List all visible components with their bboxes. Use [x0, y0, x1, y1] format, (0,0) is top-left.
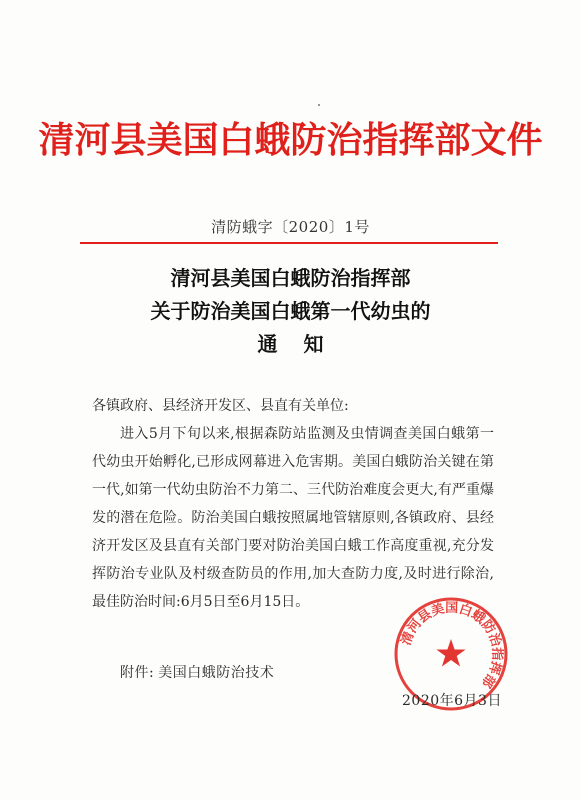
issue-date: 2020年6月3日	[402, 693, 502, 709]
attachment-value: 美国白蛾防治技术	[158, 665, 275, 681]
notice-title-line-1: 清河县美国白蛾防治指挥部	[170, 266, 411, 290]
notice-title-line-3: 通知	[257, 332, 350, 356]
body-paragraph: 进入5月下旬以来,根据森防站监测及虫情调查美国白蛾第一代幼虫开始孵化,已形成网幕进入危害期。美国白蛾防治关键在第一代,如第一代幼虫防治不力第二、三代防治难度会更大,有严重爆发的潜在危险。防治美国白蛾按照属地管辖原则,各镇政府、县经济开发区及县直有关部门要对防治美国白蛾工作高度重视,充分发挥防治专业队及村级查防员的作用,加大查防力度,及时进行除治,最佳防治时间:6月5日至6月15日。	[92, 426, 494, 610]
document-header-title: 清河县美国白蛾防治指挥部文件	[38, 119, 543, 161]
notice-body	[92, 392, 494, 616]
red-divider-line	[80, 242, 498, 244]
notice-title-line-2: 关于防治美国白蛾第一代幼虫的	[150, 299, 431, 323]
seal-text: 清河县美国白蛾防治指挥部	[398, 600, 505, 690]
attachment-line	[120, 662, 274, 682]
notice-title	[0, 262, 581, 361]
speck-mark	[318, 104, 320, 106]
salutation: 各镇政府、县经济开发区、县直有关单位:	[92, 398, 349, 414]
seal-star-icon	[436, 639, 465, 667]
document-number: 清防蛾字〔2020〕1号	[211, 218, 370, 236]
attachment-label: 附件:	[120, 665, 155, 681]
